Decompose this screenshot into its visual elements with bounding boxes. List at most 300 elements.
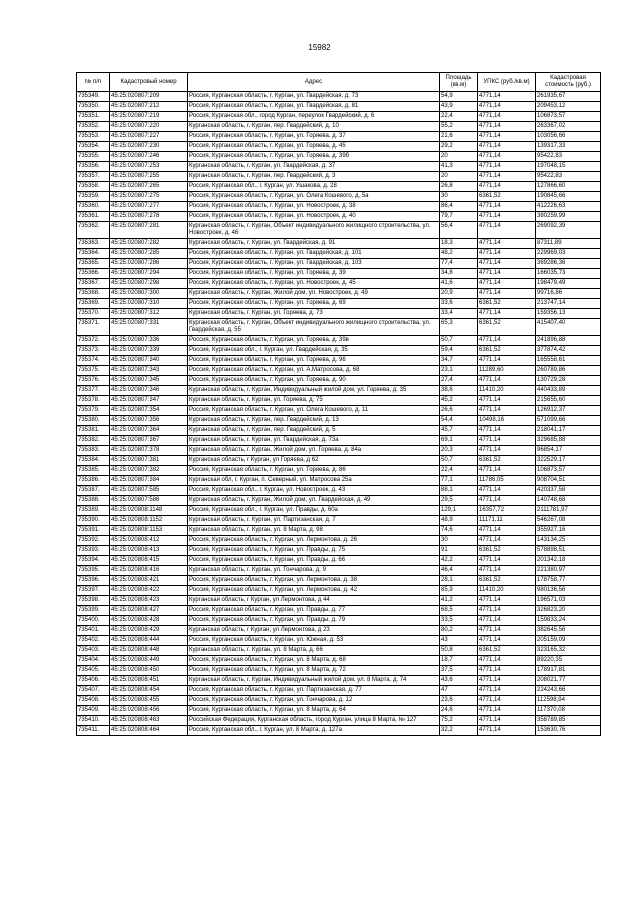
- address: Курганская область, г. Курган, ул. Горяева, д. 75: [188, 396, 440, 406]
- address: Курганская область, г. Курган, ул. Гвардейская, д. 91: [188, 239, 440, 249]
- cadastral-number: 45:25:020807:255: [110, 172, 188, 182]
- area: 29,2: [440, 142, 478, 152]
- address: Курганская область, г Курган, ул Лермонтова, д 23: [188, 626, 440, 636]
- area: 55,2: [440, 122, 478, 132]
- cadastral-cost: 139317,33: [536, 142, 601, 152]
- upks: 4771,14: [478, 666, 536, 676]
- row-number: 735404.: [77, 656, 110, 666]
- cadastral-cost: 198479,49: [536, 279, 601, 289]
- address: Россия, Курганская обл., город Курган, переулок Гвардейский, д. 6: [188, 112, 440, 122]
- table-row: [77, 656, 601, 666]
- cadastral-number: 45:25:020807:585: [110, 486, 188, 496]
- area: 54,4: [440, 416, 478, 426]
- address: Российская Федерация, Курганская область, город Курган, улица 8 Марта, № 127: [188, 716, 440, 726]
- cadastral-cost: 205159,09: [536, 636, 601, 646]
- row-number: 735377.: [77, 386, 110, 396]
- table-row: [77, 706, 601, 716]
- upks: 10498,16: [478, 416, 536, 426]
- upks: 16357,72: [478, 506, 536, 516]
- cadastral-cost: 224243,66: [536, 686, 601, 696]
- address: Курганская область, г. Курган, ул. Гвардейская, д. 73а: [188, 436, 440, 446]
- row-number: 735401.: [77, 626, 110, 636]
- table-row: [77, 556, 601, 566]
- cadastral-number: 45:25:020807:246: [110, 152, 188, 162]
- upks: 4771,14: [478, 122, 536, 132]
- row-number: 735354.: [77, 142, 110, 152]
- area: 54,9: [440, 92, 478, 102]
- cadastral-number: 45:25:020807:367: [110, 436, 188, 446]
- cadastral-cost: 269092,39: [536, 222, 601, 239]
- cadastral-number: 45:25:020807:212: [110, 102, 188, 112]
- area: 56,4: [440, 222, 478, 239]
- address: Курганская область, г. Курган, ул. Горяева, д. 73: [188, 309, 440, 319]
- cadastral-number: 45:25:020807:285: [110, 249, 188, 259]
- table-row: [77, 676, 601, 686]
- row-number: 735402.: [77, 636, 110, 646]
- cadastral-number: 45:25:020807:282: [110, 239, 188, 249]
- cadastral-number: 45:25:020807:300: [110, 289, 188, 299]
- cadastral-number: 45:25:020808:427: [110, 606, 188, 616]
- address: Курганская область, г. Курган, Индивидуальный жилой дом, ул. Горяева, д. 35: [188, 386, 440, 396]
- cadastral-cost: 87311,89: [536, 239, 601, 249]
- upks: 4771,14: [478, 656, 536, 666]
- cadastral-cost: 420337,58: [536, 486, 601, 496]
- upks: 6361,52: [478, 346, 536, 356]
- cadastral-cost: 229969,03: [536, 249, 601, 259]
- upks: 4771,14: [478, 556, 536, 566]
- address: Россия, Курганская область, г. Курган, ул. Новостроек, д. 45: [188, 279, 440, 289]
- upks: 4771,14: [478, 726, 536, 736]
- table-row: [77, 666, 601, 676]
- upks: 4771,14: [478, 426, 536, 436]
- address: Россия, Курганская область, г. Курган, ул. Новостроек, д. 38: [188, 202, 440, 212]
- upks: 4771,14: [478, 376, 536, 386]
- cadastral-cost: 221380,97: [536, 566, 601, 576]
- area: 88,1: [440, 486, 478, 496]
- area: 26,6: [440, 406, 478, 416]
- area: 46,4: [440, 566, 478, 576]
- upks: 4771,14: [478, 616, 536, 626]
- row-number: 735397.: [77, 586, 110, 596]
- row-number: 735363.: [77, 239, 110, 249]
- cadastral-number: 45:25:020808:456: [110, 706, 188, 716]
- area: 18,3: [440, 239, 478, 249]
- row-number: 735388.: [77, 496, 110, 506]
- row-number: 735362.: [77, 222, 110, 239]
- table-row: [77, 212, 601, 222]
- cadastral-cost: 166035,73: [536, 269, 601, 279]
- table-row: [77, 416, 601, 426]
- row-number: 735379.: [77, 406, 110, 416]
- address: Курганская область, г. Курган, Жилой дом, ул. Новостроек, д. 49: [188, 289, 440, 299]
- cadastral-number: 45:25:020808:429: [110, 626, 188, 636]
- table-row: [77, 356, 601, 366]
- row-number: 735409.: [77, 706, 110, 716]
- cadastral-cost: 106873,57: [536, 112, 601, 122]
- cadastral-cost: 377874,42: [536, 346, 601, 356]
- cadastral-number: 45:25:020807:356: [110, 416, 188, 426]
- upks: 4771,14: [478, 596, 536, 606]
- table-row: [77, 716, 601, 726]
- cadastral-cost: 241896,88: [536, 336, 601, 346]
- address: Россия, Курганская область, г. Курган, ул. Лермонтова, д. 42: [188, 586, 440, 596]
- table-row: [77, 636, 601, 646]
- cadastral-cost: 355927,16: [536, 526, 601, 536]
- header-cost: Кадастровая стоимость (руб.): [536, 73, 601, 92]
- row-number: 735364.: [77, 249, 110, 259]
- header-address: Адрес: [188, 73, 440, 92]
- row-number: 735350.: [77, 102, 110, 112]
- area: 20: [440, 172, 478, 182]
- row-number: 735376.: [77, 376, 110, 386]
- area: 45,2: [440, 396, 478, 406]
- cadastral-number: 45:25:020807:364: [110, 426, 188, 436]
- cadastral-number: 45:25:020807:277: [110, 202, 188, 212]
- header-cadastral: Кадастровый номер: [110, 73, 188, 92]
- cadastral-cost: 440433,89: [536, 386, 601, 396]
- cadastral-cost: 369286,36: [536, 259, 601, 269]
- row-number: 735365.: [77, 259, 110, 269]
- row-number: 735393.: [77, 546, 110, 556]
- cadastral-number: 45:25:020807:339: [110, 346, 188, 356]
- upks: 6361,52: [478, 456, 536, 466]
- upks: 4771,14: [478, 466, 536, 476]
- row-number: 735380.: [77, 416, 110, 426]
- address: Россия, Курганская область, г. Курган, ул. Горяева, д. 37: [188, 132, 440, 142]
- cadastral-cost: 578898,51: [536, 546, 601, 556]
- address: Курганская область, г. Курган, Индивидуальный жилой дом, ул. 8 Марта, д. 74: [188, 676, 440, 686]
- cadastral-number: 45:25:020807:294: [110, 269, 188, 279]
- cadastral-cost: 165558,61: [536, 356, 601, 366]
- cadastral-number: 45:25:020808:415: [110, 556, 188, 566]
- upks: 11786,05: [478, 476, 536, 486]
- area: 37,5: [440, 666, 478, 676]
- table-row: [77, 696, 601, 706]
- table-row: [77, 122, 601, 132]
- area: 50,8: [440, 646, 478, 656]
- row-number: 735395.: [77, 566, 110, 576]
- area: 86,4: [440, 202, 478, 212]
- area: 50,7: [440, 456, 478, 466]
- area: 50,7: [440, 336, 478, 346]
- table-row: [77, 476, 601, 486]
- area: 91: [440, 546, 478, 556]
- area: 34,7: [440, 356, 478, 366]
- table-row: [77, 239, 601, 249]
- address: Россия, Курганская область, г. Курган, ул. 8 Марта, д. 68: [188, 656, 440, 666]
- area: 26,8: [440, 182, 478, 192]
- upks: 4771,14: [478, 486, 536, 496]
- address: Россия, Курганская область, г. Курган, ул. Горяева, д. 39б: [188, 152, 440, 162]
- cadastral-number: 45:25:020807:586: [110, 496, 188, 506]
- upks: 4771,14: [478, 626, 536, 636]
- area: 80,2: [440, 626, 478, 636]
- row-number: 735391.: [77, 526, 110, 536]
- cadastral-number: 45:25:020807:378: [110, 446, 188, 456]
- row-number: 735400.: [77, 616, 110, 626]
- row-number: 735358.: [77, 182, 110, 192]
- row-number: 735349.: [77, 92, 110, 102]
- row-number: 735371.: [77, 319, 110, 336]
- row-number: 735394.: [77, 556, 110, 566]
- row-number: 735370.: [77, 309, 110, 319]
- upks: 4771,14: [478, 142, 536, 152]
- table-header-row: [77, 73, 601, 92]
- cadastral-number: 45:25:020808:464: [110, 726, 188, 736]
- row-number: 735407.: [77, 686, 110, 696]
- table-row: [77, 142, 601, 152]
- area: 77,4: [440, 259, 478, 269]
- cadastral-number: 45:25:020808:454: [110, 686, 188, 696]
- cadastral-number: 45:25:020807:331: [110, 319, 188, 336]
- cadastral-number: 45:25:020807:298: [110, 279, 188, 289]
- area: 47: [440, 686, 478, 696]
- address: Россия, Курганская область, г. Курган, ул. Горяева, д. 69: [188, 299, 440, 309]
- cadastral-cost: 95422,83: [536, 172, 601, 182]
- table-row: [77, 162, 601, 172]
- area: 59,4: [440, 346, 478, 356]
- row-number: 735372.: [77, 336, 110, 346]
- area: 21,6: [440, 132, 478, 142]
- row-number: 735367.: [77, 279, 110, 289]
- cadastral-cost: 112598,94: [536, 696, 601, 706]
- table-row: [77, 546, 601, 556]
- cadastral-cost: 209453,12: [536, 102, 601, 112]
- upks: 4771,14: [478, 686, 536, 696]
- cadastral-cost: 2111781,97: [536, 506, 601, 516]
- cadastral-cost: 322529,17: [536, 456, 601, 466]
- table-row: [77, 486, 601, 496]
- area: 22,4: [440, 466, 478, 476]
- address: Россия, Курганская область, г. Курган, ул. Гончарова, д. 12: [188, 696, 440, 706]
- area: 48,9: [440, 516, 478, 526]
- cadastral-cost: 159833,24: [536, 616, 601, 626]
- cadastral-number: 45:25:020808:422: [110, 586, 188, 596]
- table-row: [77, 319, 601, 336]
- table-row: [77, 406, 601, 416]
- cadastral-number: 45:25:020807:253: [110, 162, 188, 172]
- row-number: 735410.: [77, 716, 110, 726]
- cadastral-number: 45:25:020807:209: [110, 92, 188, 102]
- row-number: 735383.: [77, 446, 110, 456]
- area: 24,6: [440, 706, 478, 716]
- cadastral-number: 45:25:020807:340: [110, 356, 188, 366]
- cadastral-number: 45:25:020807:281: [110, 222, 188, 239]
- cadastral-number: 45:25:020807:346: [110, 386, 188, 396]
- row-number: 735382.: [77, 436, 110, 446]
- address: Курганская область, г. Курган, Объект индивидуального жилищного строительства, ул. Гвардейская, д. 55: [188, 319, 440, 336]
- upks: 6361,52: [478, 546, 536, 556]
- cadastral-cost: 412226,63: [536, 202, 601, 212]
- table-row: [77, 132, 601, 142]
- address: Россия, Курганская область, г. Курган, ул. Горяева, д. 45: [188, 142, 440, 152]
- address: Курганская область, г. Курган, пер. Гвардейский, д. 3: [188, 172, 440, 182]
- upks: 4771,14: [478, 716, 536, 726]
- address: Курганская область, г. Курган, Жилой дом, ул. Горяева, д. 84а: [188, 446, 440, 456]
- table-row: [77, 102, 601, 112]
- row-number: 735406.: [77, 676, 110, 686]
- table-row: [77, 616, 601, 626]
- table-row: [77, 192, 601, 202]
- address: Россия, Курганская область, г. Курган, ул. Горяева, д. 39в: [188, 336, 440, 346]
- table-row: [77, 626, 601, 636]
- cadastral-cost: 263367,02: [536, 122, 601, 132]
- cadastral-cost: 196571,03: [536, 596, 601, 606]
- row-number: 735357.: [77, 172, 110, 182]
- row-number: 735378.: [77, 396, 110, 406]
- cadastral-cost: 213747,14: [536, 299, 601, 309]
- table-body: [77, 92, 601, 736]
- upks: 4771,14: [478, 396, 536, 406]
- address: Россия, Курганская область, г. Курган, ул. Горяева, д. 90: [188, 376, 440, 386]
- address: Россия, Курганская область, г. Курган, ул. Правды, д. 77: [188, 606, 440, 616]
- cadastral-number: 45:25:020808:412: [110, 536, 188, 546]
- upks: 4771,14: [478, 526, 536, 536]
- table-row: [77, 309, 601, 319]
- row-number: 735360.: [77, 202, 110, 212]
- area: 23,1: [440, 366, 478, 376]
- row-number: 735390.: [77, 516, 110, 526]
- cadastral-cost: 153630,76: [536, 726, 601, 736]
- cadastral-number: 45:25:020808:421: [110, 576, 188, 586]
- cadastral-number: 45:25:020807:343: [110, 366, 188, 376]
- upks: 4771,14: [478, 496, 536, 506]
- cadastral-table: [76, 72, 601, 736]
- table-row: [77, 92, 601, 102]
- row-number: 735375.: [77, 366, 110, 376]
- address: Россия, Курганская область, г. Курган, ул. Правды, д. 79: [188, 616, 440, 626]
- cadastral-cost: 103056,66: [536, 132, 601, 142]
- table-row: [77, 366, 601, 376]
- upks: 4771,14: [478, 152, 536, 162]
- table-row: [77, 606, 601, 616]
- cadastral-number: 45:25:020808:1152: [110, 516, 188, 526]
- cadastral-cost: 178758,77: [536, 576, 601, 586]
- cadastral-cost: 117370,08: [536, 706, 601, 716]
- address: Курганская область, г. Курган, ул. 8 Марта, д. 98: [188, 526, 440, 536]
- upks: 4771,14: [478, 269, 536, 279]
- cadastral-cost: 380259,99: [536, 212, 601, 222]
- address: Россия, Курганская область, г. Курган, ул. Гвардейская, д. 101: [188, 249, 440, 259]
- upks: 4771,14: [478, 406, 536, 416]
- table-row: [77, 596, 601, 606]
- table-row: [77, 646, 601, 656]
- cadastral-number: 45:25:020808:450: [110, 666, 188, 676]
- address: Россия, Курганская область, г. Курган, ул. Гвардейская, д. 103: [188, 259, 440, 269]
- cadastral-cost: 261935,67: [536, 92, 601, 102]
- table-row: [77, 222, 601, 239]
- address: Курганская область, г. Курган, ул. Гвардейская, д. 37: [188, 162, 440, 172]
- cadastral-cost: 95422,83: [536, 152, 601, 162]
- area: 41,3: [440, 162, 478, 172]
- upks: 4771,14: [478, 676, 536, 686]
- address: Россия, Курганская обл., г. Курган, ул. 8 Марта, д. 127а: [188, 726, 440, 736]
- table-row: [77, 386, 601, 396]
- area: 69,1: [440, 436, 478, 446]
- cadastral-cost: 197048,15: [536, 162, 601, 172]
- area: 129,1: [440, 506, 478, 516]
- table-row: [77, 436, 601, 446]
- row-number: 735385.: [77, 466, 110, 476]
- upks: 11410,20: [478, 586, 536, 596]
- area: 29,5: [440, 496, 478, 506]
- table-row: [77, 446, 601, 456]
- area: 45,7: [440, 426, 478, 436]
- header-num: № п/п: [77, 73, 110, 92]
- address: Курганская область, г. Курган, пер. Гвардейский, д. 10: [188, 122, 440, 132]
- cadastral-number: 45:25:020807:219: [110, 112, 188, 122]
- upks: 4771,14: [478, 249, 536, 259]
- table-row: [77, 182, 601, 192]
- address: Россия, Курганская область, г. Курган, ул. Гвардейская, д. 81: [188, 102, 440, 112]
- upks: 4771,14: [478, 309, 536, 319]
- upks: 4771,14: [478, 102, 536, 112]
- cadastral-number: 45:25:020807:354: [110, 406, 188, 416]
- address: Курганская область, г. Курган, Жилой дом, ул. Гвардейская, д. 49: [188, 496, 440, 506]
- upks: 11289,60: [478, 366, 536, 376]
- cadastral-cost: 89220,35: [536, 656, 601, 666]
- table-row: [77, 536, 601, 546]
- cadastral-cost: 178917,81: [536, 666, 601, 676]
- table-row: [77, 526, 601, 536]
- address: Курганская область, г. Курган, пер. Гвардейский, д. 5: [188, 426, 440, 436]
- upks: 6361,52: [478, 192, 536, 202]
- upks: 4771,14: [478, 222, 536, 239]
- cadastral-number: 45:25:020808:428: [110, 616, 188, 626]
- address: Россия, Курганская область, г. Курган, ул. Гвардейская, д. 73: [188, 92, 440, 102]
- cadastral-cost: 159356,13: [536, 309, 601, 319]
- table-row: [77, 576, 601, 586]
- table-row: [77, 269, 601, 279]
- address: Курганская область, г Курган, ул Лермонтова, д 44: [188, 596, 440, 606]
- row-number: 735408.: [77, 696, 110, 706]
- area: 77,1: [440, 476, 478, 486]
- address: Курганская область, г. Курган, ул. Партизанская, д. 7: [188, 516, 440, 526]
- cadastral-cost: 218041,17: [536, 426, 601, 436]
- table-row: [77, 289, 601, 299]
- upks: 4771,14: [478, 212, 536, 222]
- address: Россия, Курганская область, г. Курган, ул. Новостроек, д. 40: [188, 212, 440, 222]
- area: 65,3: [440, 319, 478, 336]
- address: Россия, Курганская область, г. Курган, ул. Горяева, д. 86: [188, 466, 440, 476]
- row-number: 735353.: [77, 132, 110, 142]
- cadastral-number: 45:25:020808:416: [110, 566, 188, 576]
- address: Россия, Курганская обл., г. Курган, ул. Гвардейская, д. 35: [188, 346, 440, 356]
- area: 18,7: [440, 656, 478, 666]
- upks: 4771,14: [478, 446, 536, 456]
- cadastral-cost: 99716,86: [536, 289, 601, 299]
- cadastral-cost: 260789,86: [536, 366, 601, 376]
- address: Россия, Курганская обл., г. Курган, ул. Правды, д. 60а: [188, 506, 440, 516]
- upks: 6361,52: [478, 319, 536, 336]
- cadastral-number: 45:25:020808:1153: [110, 526, 188, 536]
- table-row: [77, 586, 601, 596]
- area: 23,6: [440, 696, 478, 706]
- cadastral-cost: 546267,08: [536, 516, 601, 526]
- table-row: [77, 259, 601, 269]
- address: Россия, Курганская область, г. Курган, ул. Олега Кошевого, д. 5а: [188, 192, 440, 202]
- table-row: [77, 376, 601, 386]
- address: Курганская область, г. Курган, ул. 8 Марта, д. 66: [188, 646, 440, 656]
- address: Россия, Курганская область, г. Курган, ул. Партизанская, д. 77: [188, 686, 440, 696]
- upks: 4771,14: [478, 182, 536, 192]
- upks: 4771,14: [478, 536, 536, 546]
- cadastral-number: 45:25:020807:345: [110, 376, 188, 386]
- address: Курганская область, г. Курган, пер. Гвардейский, д. 13: [188, 416, 440, 426]
- area: 42,2: [440, 556, 478, 566]
- table-row: [77, 516, 601, 526]
- address: Курганская область, г Курган, ул Горяева, д 62: [188, 456, 440, 466]
